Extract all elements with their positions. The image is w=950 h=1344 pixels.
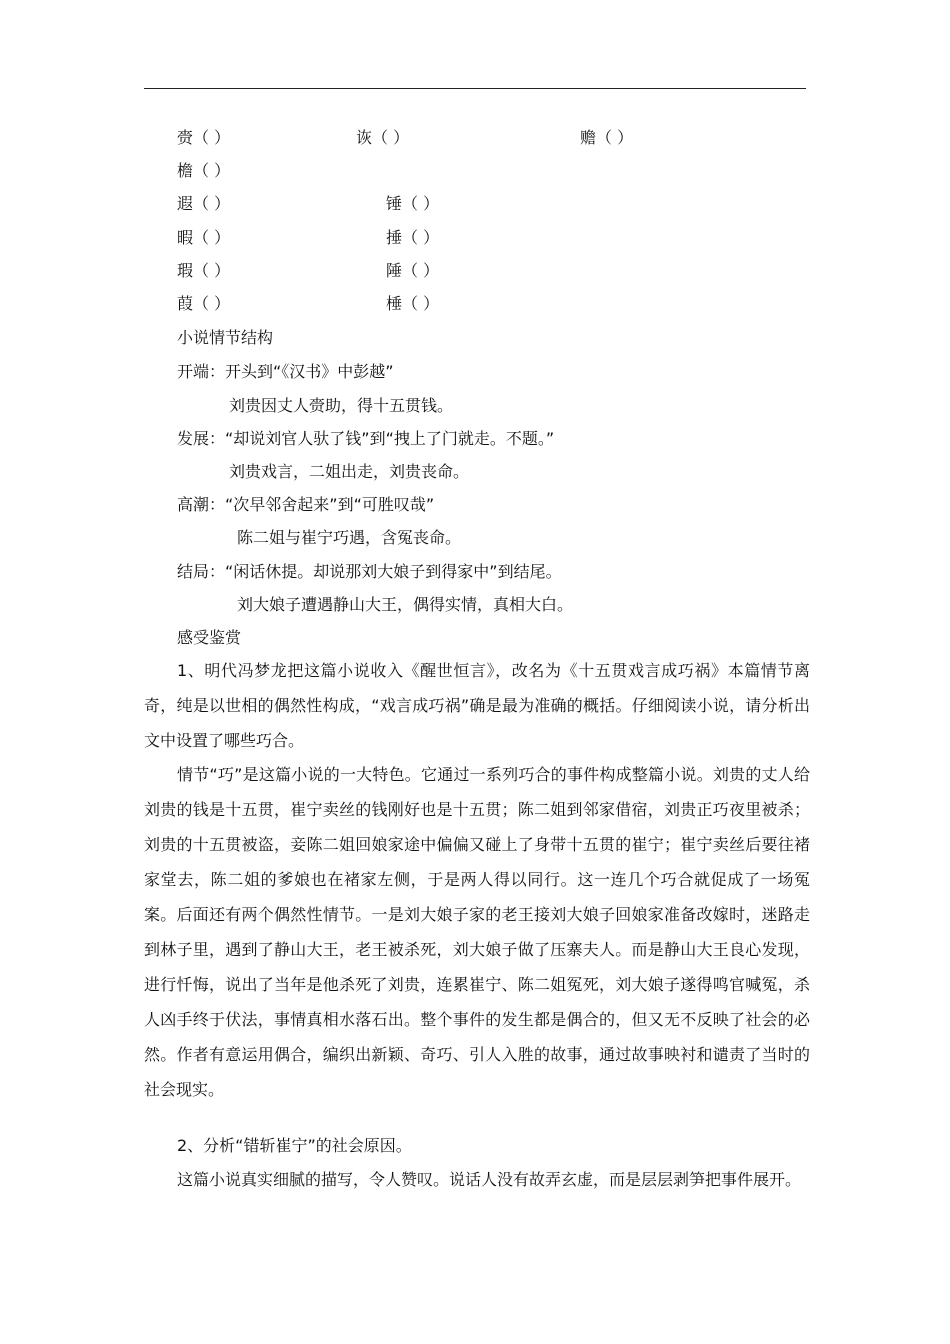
char-item: 暇（ ） [177, 228, 231, 247]
plot-development: 发展：“却说刘官人驮了钱”到“拽上了门就走。不题。” [177, 429, 555, 448]
answer-2: 这篇小说真实细腻的描写，令人赞叹。说话人没有故弄玄虚，而是层层剥笋把事件展开。 [177, 1170, 802, 1189]
char-item: 赡（ ） [580, 128, 634, 147]
plot-ending-desc: 刘大娘子遭遇静山大王，偶得实情，真相大白。 [237, 595, 574, 614]
char-item: 葭（ ） [177, 294, 231, 313]
char-item: 遐（ ） [177, 194, 231, 213]
plot-development-desc: 刘贵戏言，二姐出走，刘贵丧命。 [229, 462, 470, 481]
char-item: 锤（ ） [386, 194, 440, 213]
plot-ending: 结局：“闲话休提。却说那刘大娘子到得家中”到结尾。 [177, 562, 562, 581]
char-item: 诙（ ） [356, 128, 410, 147]
appreciation-heading: 感受鉴赏 [177, 628, 242, 647]
plot-opening: 开端：开头到“《汉书》中彭越” [177, 362, 394, 381]
plot-climax-desc: 陈二姐与崔宁巧遇，含冤丧命。 [237, 528, 462, 547]
question-1: 1、明代冯梦龙把这篇小说收入《醒世恒言》，改名为《十五贯戏言成巧祸》本篇情节离奇，纯是以世相的偶然性构成，“戏言成巧祸”确是最为准确的概括。仔细阅读小说，请分析出文中设置了哪些巧合。 [144, 661, 810, 750]
plot-climax: 高潮：“次早邻舍起来”到“可胜叹哉” [177, 495, 435, 514]
header-rule [144, 88, 806, 89]
char-item: 瑕（ ） [177, 261, 231, 280]
char-item: 陲（ ） [386, 261, 440, 280]
char-item: 赍（ ） [177, 128, 231, 147]
question-2: 2、分析“错斩崔宁”的社会原因。 [177, 1136, 412, 1155]
plot-heading: 小说情节结构 [177, 328, 274, 347]
char-item: 檐（ ） [177, 161, 231, 180]
answer-1: 情节“巧”是这篇小说的一大特色。它通过一系列巧合的事件构成整篇小说。刘贵的丈人给刘贵的钱是十五贯，崔宁卖丝的钱刚好也是十五贯；陈二姐到邻家借宿，刘贵正巧夜里被杀；刘贵的十五贯被盗，妾陈二姐回娘家途中偏偏又碰上了身带十五贯的崔宁；崔宁卖丝后要往褚家堂去，陈二姐的爹娘也在褚家左侧，于是两人得以同行。这一连几个巧合就促成了一场冤案。后面还有两个偶然性情节。一是刘大娘子家的老王接刘大娘子回娘家准备改嫁时，迷路走到林子里，遇到了静山大王，老王被杀死，刘大娘子做了压寨夫人。而是静山大王良心发现，进行忏悔，说出了当年是他杀死了刘贵，连累崔宁、陈二姐冤死，刘大娘子遂得鸣官喊冤，杀人凶手终于伏法，事情真相水落石出。整个事件的发生都是偶合的，但又无不反映了社会的必然。作者有意运用偶合，编织出新颖、奇巧、引人入胜的故事，通过故事映衬和谴责了当时的社会现实。 [144, 765, 810, 1099]
char-item: 捶（ ） [386, 228, 440, 247]
char-item: 棰（ ） [386, 294, 440, 313]
plot-opening-desc: 刘贵因丈人赍助，得十五贯钱。 [229, 396, 454, 415]
